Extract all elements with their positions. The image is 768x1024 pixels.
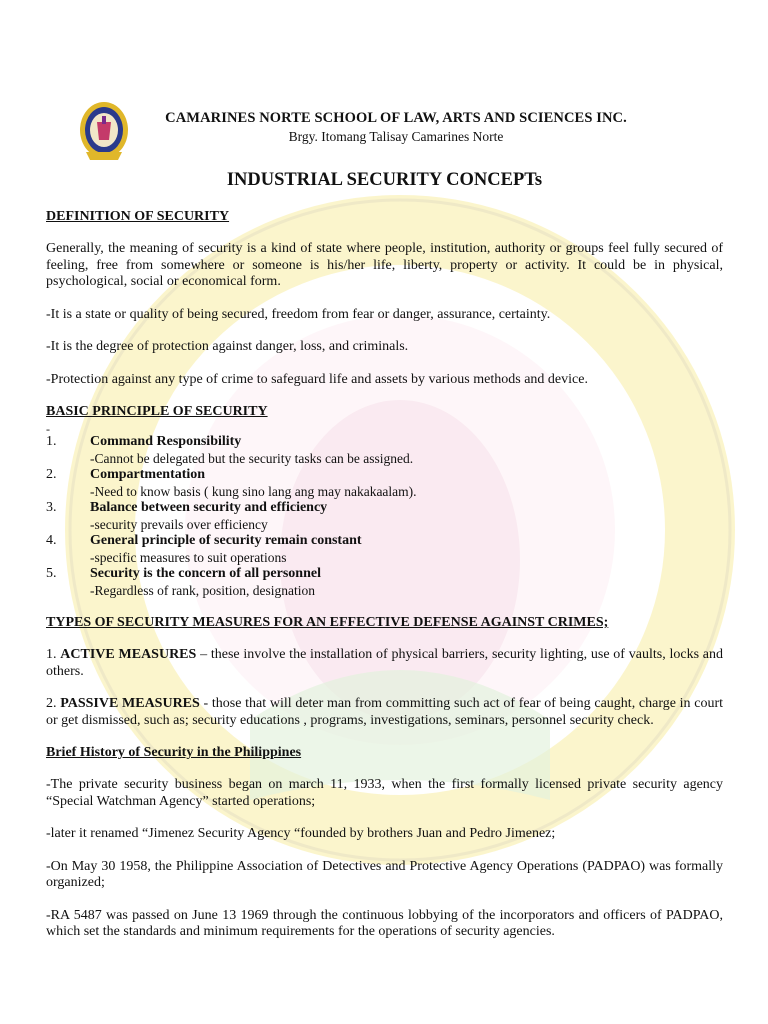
history-heading: Brief History of Security in the Philippines (46, 745, 302, 760)
definition-paragraph: Generally, the meaning of security is a kind of state where people, institution, authority or groups feel fully secured of feeling, free from somewhere or someone is his/her life, liberty, property or activity. It could be in physical, psychological, social or economical form. (46, 241, 723, 289)
definition-paragraph: -Protection against any type of crime to safeguard life and assets by various methods and device. (46, 371, 588, 387)
history-paragraph: -On May 30 1958, the Philippine Association of Detectives and Protective Agency Operations (PADPAO) was formally organized; (46, 858, 723, 890)
stray-mark: - (46, 422, 50, 436)
item-number: 5. (46, 566, 57, 581)
letterhead (46, 96, 723, 168)
principles-list (46, 434, 723, 599)
item-number: 3. (46, 500, 57, 515)
principles-heading: BASIC PRINCIPLE OF SECURITY (46, 404, 268, 419)
item-title: General principle of security remain constant (90, 533, 362, 548)
list-item (46, 500, 723, 533)
item-number: 1. (46, 434, 57, 449)
history-paragraph: -The private security business began on march 11, 1933, when the first formally licensed private security agency “Special Watchman Agency” started operations; (46, 777, 723, 809)
item-desc: -Regardless of rank, position, designation (90, 582, 315, 598)
item-title: Command Responsibility (90, 434, 242, 449)
school-info (146, 110, 646, 145)
definition-paragraph: -It is a state or quality of being secured, freedom from fear or danger, assurance, certainty. (46, 306, 551, 322)
passive-num: 2. (46, 696, 57, 711)
item-desc: -Cannot be delegated but the security tasks can be assigned. (90, 450, 414, 466)
active-text: – these involve the installation of physical barriers, security lighting, use of vaults, locks and others. (46, 647, 724, 679)
item-number: 2. (46, 467, 57, 482)
item-title: Compartmentation (90, 467, 206, 482)
definition-paragraph: -It is the degree of protection against danger, loss, and criminals. (46, 339, 409, 354)
active-term: ACTIVE MEASURES (60, 647, 197, 662)
history-paragraph: -later it renamed “Jimenez Security Agency “founded by brothers Juan and Pedro Jimenez; (46, 826, 556, 841)
school-name: CAMARINES NORTE SCHOOL OF LAW, ARTS AND SCIENCES INC. (165, 110, 627, 126)
passive-text: - those that will deter man from committing such act of fear of being caught, charge in court or get dismissed, such as; security educations , programs, investigations, seminars, personnel security check. (46, 696, 724, 728)
item-number: 4. (46, 533, 57, 548)
item-desc: -Need to know basis ( kung sino lang ang may nakakaalam). (90, 483, 417, 499)
active-measures-paragraph (46, 647, 723, 680)
passive-measures-paragraph (46, 696, 723, 729)
item-desc: -specific measures to suit operations (90, 549, 287, 565)
list-item (46, 566, 723, 599)
active-num: 1. (46, 647, 57, 662)
measures-heading: TYPES OF SECURITY MEASURES FOR AN EFFECTIVE DEFENSE AGAINST CRIMES; (46, 615, 609, 630)
list-item (46, 533, 723, 566)
school-seal-icon (78, 100, 130, 164)
item-title: Security is the concern of all personnel (90, 566, 321, 581)
item-title: Balance between security and efficiency (90, 500, 328, 515)
passive-term: PASSIVE MEASURES (60, 696, 200, 711)
list-item (46, 467, 723, 500)
document-title: INDUSTRIAL SECURITY CONCEPTs (226, 170, 543, 190)
definition-heading: DEFINITION OF SECURITY (46, 209, 230, 224)
item-desc: -security prevails over efficiency (90, 516, 268, 532)
list-item (46, 434, 723, 467)
school-address: Brgy. Itomang Talisay Camarines Norte (288, 129, 504, 144)
history-paragraph: -RA 5487 was passed on June 13 1969 through the continuous lobbying of the incorporators and officers of PADPAO, which set the standards and minimum requirements for the operations of security agencies. (46, 907, 723, 939)
document-page (46, 96, 723, 941)
